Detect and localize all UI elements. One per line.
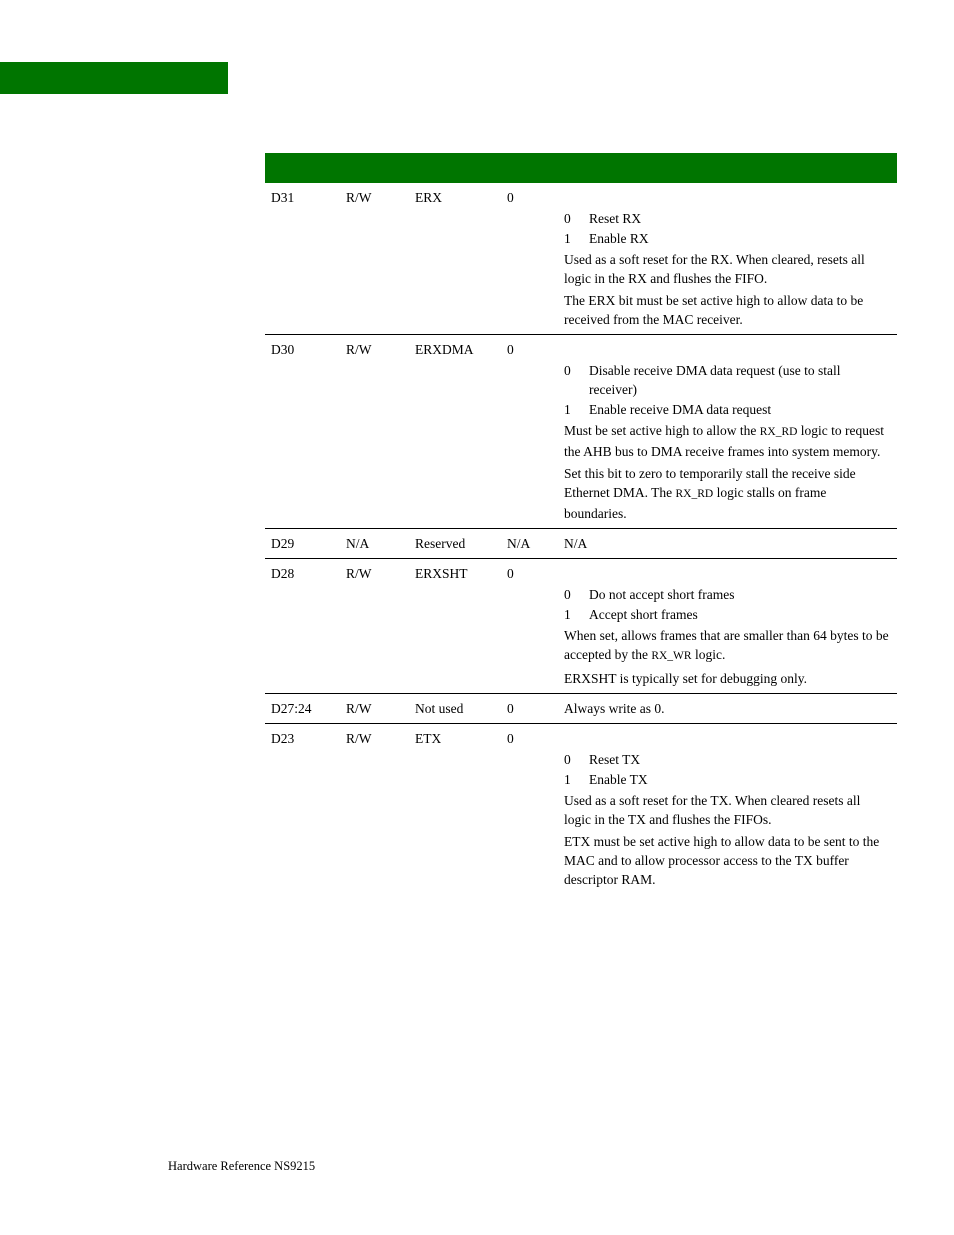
reset-cell: 0 <box>507 342 514 357</box>
description-cell: N/A <box>564 536 588 551</box>
access-cell: N/A <box>346 536 370 551</box>
signal-name: RX_RD <box>675 488 714 500</box>
table-row <box>265 724 897 894</box>
bits-cell: D31 <box>271 190 295 205</box>
register-bit-table <box>265 153 897 894</box>
access-cell: R/W <box>346 342 372 357</box>
access-cell: R/W <box>346 701 372 716</box>
table-row <box>265 335 897 529</box>
signal-name: RX_RD <box>759 426 798 438</box>
description-cell <box>564 335 890 528</box>
description-paragraph: Used as a soft reset for the RX. When cleared, resets all logic in the RX and flushes the FIFO. <box>564 252 865 286</box>
description-cell <box>564 724 890 894</box>
chapter-tab-bar <box>0 62 228 94</box>
signal-name: RX_WR <box>651 650 692 662</box>
reset-cell: 0 <box>507 566 514 581</box>
description-paragraph: Used as a soft reset for the TX. When cleared resets all logic in the TX and flushes the FIFOs. <box>564 793 861 827</box>
bits-cell: D30 <box>271 342 295 357</box>
mnemonic-cell: ERX <box>415 190 442 205</box>
reset-cell: 0 <box>507 190 514 205</box>
reset-cell: 0 <box>507 701 514 716</box>
mnemonic-cell: Not used <box>415 701 464 716</box>
value-item: 1 Enable receive DMA data request <box>564 402 772 417</box>
page-footer: Hardware Reference NS9215 <box>168 1159 316 1173</box>
value-item: 0 Reset RX <box>564 211 642 226</box>
table-row <box>265 529 897 559</box>
bits-cell: D27:24 <box>271 701 312 716</box>
access-cell: R/W <box>346 190 372 205</box>
bits-cell: D29 <box>271 536 295 551</box>
value-item: 0 Reset TX <box>564 752 641 767</box>
description-paragraph: Must be set active high to allow the RX_RD logic to request the AHB bus to DMA receive frames into system memory. <box>564 423 885 459</box>
table-row <box>265 694 897 724</box>
value-item: 1 Enable TX <box>564 772 648 787</box>
table-header-bar <box>265 153 897 183</box>
description-cell <box>564 559 890 693</box>
description-paragraph: Set this bit to zero to temporarily stall the receive side Ethernet DMA. The RX_RD logic stalls on frame boundaries. <box>564 466 856 521</box>
value-item: 0 Disable receive DMA data request (use to stall receiver) <box>564 363 841 397</box>
access-cell: R/W <box>346 566 372 581</box>
value-item: 1 Accept short frames <box>564 607 698 622</box>
description-paragraph: When set, allows frames that are smaller than 64 bytes to be accepted by the RX_WR logic. <box>564 628 889 662</box>
description-paragraph: ETX must be set active high to allow data to be sent to the MAC and to allow processor access to the TX buffer descriptor RAM. <box>564 834 880 887</box>
access-cell: R/W <box>346 731 372 746</box>
table-row <box>265 183 897 335</box>
mnemonic-cell: ERXDMA <box>415 342 474 357</box>
value-item: 0 Do not accept short frames <box>564 587 735 602</box>
reset-cell: N/A <box>507 536 531 551</box>
mnemonic-cell: ERXSHT <box>415 566 468 581</box>
description-cell <box>564 183 890 334</box>
bits-cell: D28 <box>271 566 295 581</box>
mnemonic-cell: ETX <box>415 731 442 746</box>
description-cell: Always write as 0. <box>564 701 665 716</box>
reset-cell: 0 <box>507 731 514 746</box>
table-row <box>265 559 897 694</box>
bits-cell: D23 <box>271 731 295 746</box>
description-paragraph: ERXSHT is typically set for debugging only. <box>564 671 807 686</box>
mnemonic-cell: Reserved <box>415 536 466 551</box>
description-paragraph: The ERX bit must be set active high to allow data to be received from the MAC receiver. <box>564 293 864 327</box>
value-item: 1 Enable RX <box>564 231 649 246</box>
